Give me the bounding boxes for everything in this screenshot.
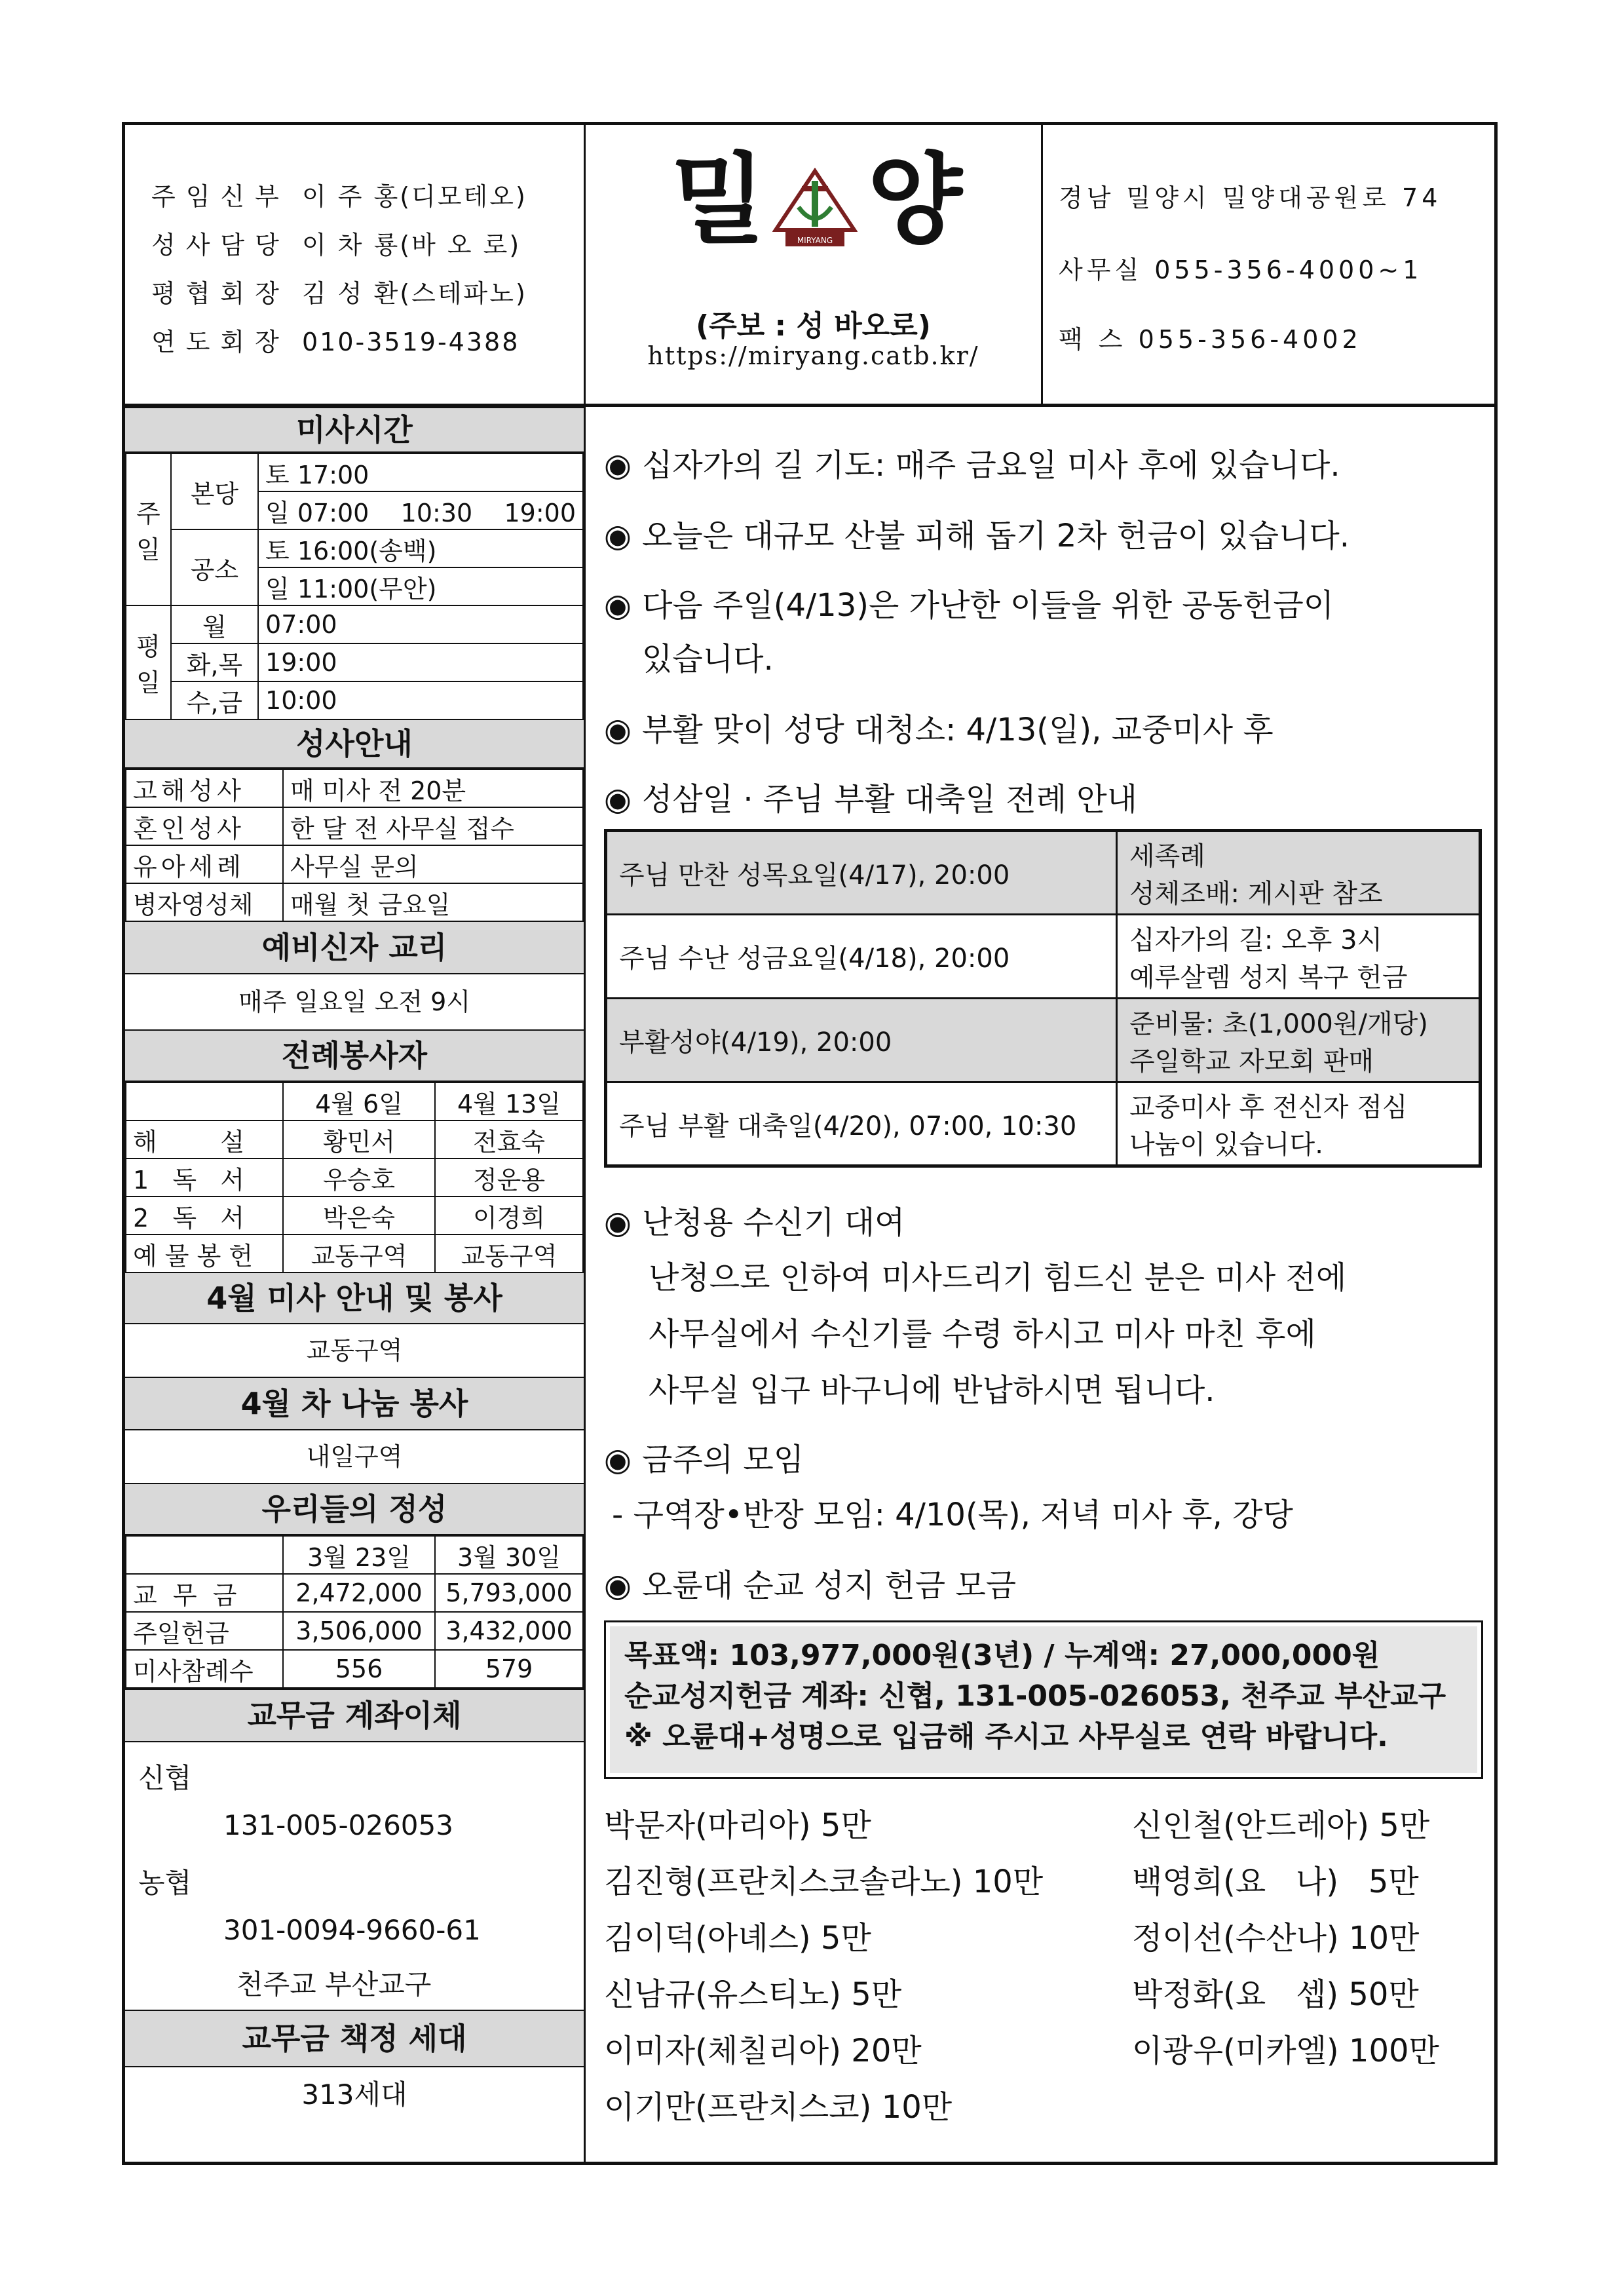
bank-name: 농협 [138, 1867, 192, 1899]
weekday-day: 월 [171, 605, 258, 643]
account-holder: 천주교 부산교구 [236, 1968, 432, 2000]
offering-amount: 579 [435, 1650, 583, 1688]
liturgy-event: 주님 수난 성금요일(4/18), 20:00 [606, 915, 1117, 999]
offering-date: 3월 23일 [283, 1536, 435, 1574]
offering-type: 주일헌금 [126, 1612, 283, 1650]
section-title: 전례봉사자 [125, 1029, 584, 1082]
masthead [586, 125, 1043, 404]
weekday-time: 19:00 [258, 643, 583, 681]
bank-name: 신협 [138, 1762, 192, 1794]
contact-box [1043, 125, 1494, 404]
parish-url[interactable]: https://miryang.catb.kr/ [647, 341, 979, 370]
account-number: 131-005-026053 [223, 1809, 453, 1841]
fundraising-note: ※ 오륜대+성명으로 입금해 주시고 사무실로 연락 바랍니다. [624, 1720, 1388, 1753]
offering-amount: 3,432,000 [435, 1612, 583, 1650]
sacrament-info: 매 미사 전 20분 [283, 769, 583, 807]
liturgy-event: 주님 만찬 성목요일(4/17), 20:00 [606, 831, 1117, 915]
server-name: 교동구역 [283, 1234, 435, 1272]
fundraising-target: 목표액: 103,977,000원(3년) / 누계액: 27,000,000원 [624, 1639, 1380, 1672]
sacrament-name: 유아세례 [126, 845, 283, 883]
notice-item: ◉ 오늘은 대규모 산불 피해 돕기 2차 헌금이 있습니다. [604, 518, 1350, 554]
weekday-day: 화,목 [171, 643, 258, 681]
sacrament-info: 매월 첫 금요일 [283, 883, 583, 921]
notice-bullet-icon: ◉ [604, 1567, 632, 1604]
liturgy-note: 십자가의 길: 오후 3시 예루살렘 성지 복구 헌금 [1117, 915, 1481, 999]
martyr-shrine-box [604, 1620, 1483, 1779]
logo-right-char: 양 [867, 144, 962, 258]
notice-bullet-icon: ◉ [604, 1204, 632, 1241]
notice-item: ◉ 십자가의 길 기도: 매주 금요일 미사 후에 있습니다. [604, 447, 1340, 484]
section-title: 교무금 책정 세대 [125, 2010, 584, 2067]
offering-amount: 5,793,000 [435, 1574, 583, 1612]
sacrament-info: 한 달 전 사무실 접수 [283, 807, 583, 845]
clergy-line: 성사담당 이 차 룡(바 오 로) [151, 231, 521, 259]
servers-table [125, 1082, 584, 1273]
weekday-time: 07:00 [258, 605, 583, 643]
notice-bullet-icon: ◉ [604, 712, 632, 748]
donor: 김진형(프란치스코솔라노) 10만 [604, 1864, 1044, 1900]
bondang-label: 본당 [171, 453, 258, 529]
section-title: 4월 차 나눔 봉사 [125, 1377, 584, 1430]
household-count: 313세대 [301, 2078, 407, 2111]
offering-table [125, 1535, 584, 1689]
mass-time: 일 07:00 10:30 19:00 [258, 491, 583, 529]
gongso-label: 공소 [171, 529, 258, 605]
weekday-day: 수,금 [171, 681, 258, 719]
server-name: 박은숙 [283, 1196, 435, 1234]
weekday-label: 평일 [126, 605, 171, 719]
server-name: 전효숙 [435, 1120, 583, 1158]
donor: 이미자(체칠리아) 20만 [604, 2033, 922, 2069]
server-role: 해 설 [126, 1120, 283, 1158]
notice-bullet-icon: ◉ [604, 587, 632, 624]
server-name: 우승호 [283, 1158, 435, 1196]
section-title: 미사시간 [125, 407, 584, 453]
liturgy-event: 주님 부활 대축일(4/20), 07:00, 10:30 [606, 1082, 1117, 1166]
mass-time: 일 11:00(무안) [258, 567, 583, 605]
donor: 백영희(요 나) 5만 [1132, 1864, 1419, 1900]
left-column [125, 407, 586, 2162]
notice-item: ◉ 부활 맞이 성당 대청소: 4/13(일), 교중미사 후 [604, 712, 1274, 748]
donor: 이기만(프란치스코) 10만 [604, 2089, 953, 2126]
server-name: 교동구역 [435, 1234, 583, 1272]
section-title: 교무금 계좌이체 [125, 1689, 584, 1742]
notice-body-line: 사무실 입구 바구니에 반납하시면 됩니다. [649, 1372, 1215, 1409]
fundraising-account: 순교성지헌금 계좌: 신협, 131-005-026053, 천주교 부산교구 [624, 1679, 1446, 1713]
notice-continued: 있습니다. [642, 641, 774, 678]
address: 경남 밀양시 밀양대공원로 74 [1059, 183, 1442, 212]
notice-bullet-icon: ◉ [604, 1442, 632, 1478]
server-name: 이경희 [435, 1196, 583, 1234]
offering-type: 미사참례수 [126, 1650, 283, 1688]
clergy-line: 주임신부 이 주 홍(디모테오) [151, 182, 527, 211]
mass-times-table [125, 453, 584, 720]
section-title: 우리들의 정성 [125, 1483, 584, 1535]
sacrament-name: 고해성사 [126, 769, 283, 807]
donor: 정이선(수산나) 10만 [1132, 1920, 1420, 1957]
offering-date: 3월 30일 [435, 1536, 583, 1574]
liturgy-event: 부활성야(4/19), 20:00 [606, 999, 1117, 1082]
liturgy-note: 세족례 성체조배: 게시판 참조 [1117, 831, 1481, 915]
server-date: 4월 13일 [435, 1082, 583, 1120]
notice-body-line: 난청으로 인하여 미사드리기 힘드신 분은 미사 전에 [649, 1259, 1347, 1296]
donor: 신인철(안드레아) 5만 [1132, 1807, 1430, 1844]
donor: 박정화(요 셉) 50만 [1132, 1976, 1419, 2013]
mass-time: 토 16:00(송백) [258, 529, 583, 567]
triduum-schedule-table [604, 829, 1482, 1168]
server-name: 정운용 [435, 1158, 583, 1196]
parish-emblem-icon [772, 168, 858, 250]
donor: 이광우(미카엘) 100만 [1132, 2033, 1439, 2069]
bulletin-frame [122, 122, 1498, 2165]
april-tea-district: 내일구역 [306, 1442, 403, 1471]
notice-item: ◉ 다음 주일(4/13)은 가난한 이들을 위한 공동헌금이 [604, 587, 1334, 624]
liturgy-note: 준비물: 초(1,000원/개당) 주일학교 자모회 판매 [1117, 999, 1481, 1082]
notice-bullet-icon: ◉ [604, 518, 632, 554]
emblem-text: MIRYANG [797, 236, 833, 245]
office-phone: 사무실 055-356-4000~1 [1059, 256, 1423, 284]
sacraments-table [125, 769, 584, 922]
sacrament-name: 병자영성체 [126, 883, 283, 921]
sacrament-name: 혼인성사 [126, 807, 283, 845]
catechumen-time: 매주 일요일 오전 9시 [238, 987, 471, 1016]
fax: 팩 스 055-356-4002 [1059, 325, 1362, 354]
notice-bullet-icon: ◉ [604, 447, 632, 484]
server-role: 1 독 서 [126, 1158, 283, 1196]
offering-amount: 2,472,000 [283, 1574, 435, 1612]
section-title: 4월 미사 안내 및 봉사 [125, 1272, 584, 1324]
account-number: 301-0094-9660-61 [223, 1914, 481, 1946]
section-title: 예비신자 교리 [125, 921, 584, 974]
server-role: 예 물 봉 헌 [126, 1234, 283, 1272]
sacrament-info: 사무실 문의 [283, 845, 583, 883]
offering-type: 교 무 금 [126, 1574, 283, 1612]
notice-item: ◉ 난청용 수신기 대여 [604, 1204, 905, 1241]
april-mass-district: 교동구역 [306, 1336, 403, 1365]
server-name: 황민서 [283, 1120, 435, 1158]
donor: 신남규(유스티노) 5만 [604, 1976, 902, 2013]
mass-time: 토 17:00 [258, 453, 583, 491]
donor: 박문자(마리아) 5만 [604, 1807, 871, 1844]
section-title: 성사안내 [125, 719, 584, 769]
notices-column [586, 407, 1494, 2162]
clergy-box [125, 125, 586, 404]
sunday-label: 주일 [126, 453, 171, 605]
logo-left-char: 밀 [671, 144, 766, 258]
offering-amount: 3,506,000 [283, 1612, 435, 1650]
liturgy-note: 교중미사 후 전신자 점심 나눔이 있습니다. [1117, 1082, 1481, 1166]
donor: 김이덕(아녜스) 5만 [604, 1920, 871, 1957]
server-date: 4월 6일 [283, 1082, 435, 1120]
notice-item: ◉ 성삼일 · 주님 부활 대축일 전례 안내 [604, 781, 1137, 818]
notice-item: ◉ 오륜대 순교 성지 헌금 모금 [604, 1567, 1017, 1604]
server-role: 2 독 서 [126, 1196, 283, 1234]
offering-amount: 556 [283, 1650, 435, 1688]
notice-item: ◉ 금주의 모임 [604, 1442, 804, 1478]
clergy-line: 평협회장 김 성 환(스테파노) [151, 279, 527, 308]
weekday-time: 10:00 [258, 681, 583, 719]
bulletin-subtitle: (주보 : 성 바오로) [696, 309, 931, 343]
meeting-info: - 구역장•반장 모임: 4/10(목), 저녁 미사 후, 강당 [612, 1497, 1293, 1533]
notice-body-line: 사무실에서 수신기를 수령 하시고 미사 마친 후에 [649, 1316, 1316, 1352]
notice-bullet-icon: ◉ [604, 781, 632, 818]
clergy-line: 연도회장 010-3519-4388 [151, 328, 520, 356]
header [125, 125, 1494, 407]
